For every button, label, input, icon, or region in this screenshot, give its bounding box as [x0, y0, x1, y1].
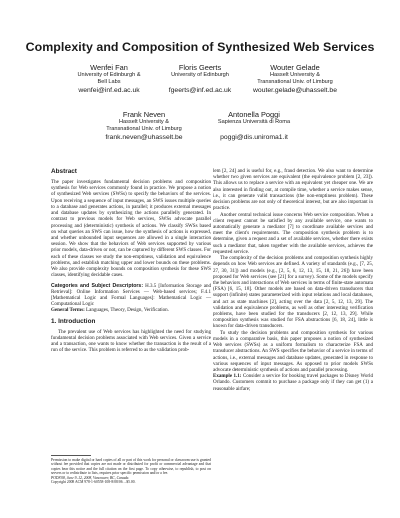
general-terms-paragraph: [51, 307, 211, 313]
permission-text: Permission to make digital or hard copies of all or part of this work for personal or classroom use is granted without fee provided that copies are not made or distributed for profit or commercial advantage and that copies bear this notice and the full citation on the first page. To copy otherwise, to republish, to post on servers or to redistribute to lists, requires prior specific permission and/or a fee.: [51, 458, 211, 476]
right-column: [213, 168, 373, 392]
author-email: wenfei@inf.ed.ac.uk: [78, 87, 140, 95]
example-paragraph: [213, 373, 373, 392]
author-affiliation: Transnational Univ. of Limburg: [106, 125, 182, 132]
author-affiliation: University of Edinburgh &: [77, 72, 141, 78]
author-block-5: [206, 110, 302, 142]
author-affiliation: Hasselt University &: [118, 119, 170, 125]
body-paragraph: Another central technical issue concerns Web service composition. When a client request cannot be satisfied by any available service, one wants to automatically generate a mediator [7] to coordinate available services and meet the client's requirements. The composition synthesis problem is to determine, given a request and a set of available services, whether there exists such a mediator that, taken together with the available services, achieves the requested service.: [213, 211, 373, 255]
author-name: Antonella Poggi: [228, 110, 280, 119]
author-affiliation: University of Edinburgh: [171, 72, 229, 78]
example-text: Consider a service for booking travel packages to Disney World Orlando. Customers commit to purchase a package only if they can get (1) a reasonable airfare;: [213, 373, 373, 392]
categories-text: H.3.5 [Information Storage and Retrieval]: Online Information Services — Web-based services; F.4.1 [Mathematical Logic and Formal Languages]: Mathematical Logic — Computational Logic: [51, 282, 211, 308]
abstract-heading: Abstract: [51, 168, 77, 175]
general-terms-text: Languages, Theory, Design, Verification.: [86, 307, 169, 314]
author-email: poggi@dis.uniroma1.it: [220, 134, 288, 142]
author-block-1: [60, 63, 158, 95]
permission-footnote: [51, 458, 211, 484]
introduction-heading: 1. Introduction: [51, 317, 96, 325]
author-name: Floris Geerts: [178, 63, 222, 72]
author-email: wouter.gelade@uhasselt.be: [253, 87, 337, 95]
left-column: [51, 168, 211, 353]
paper-title: Complexity and Composition of Synthesized Web Services: [25, 40, 375, 54]
author-name: Wouter Gelade: [270, 63, 320, 72]
author-name: Wenfei Fan: [90, 63, 128, 72]
footnote-rule: [51, 455, 91, 456]
introduction-text: The prevalent use of Web services has highlighted the need for studying fundamental decision problems associated with Web services. Given a service and a transaction, one wants to know whether the transaction is the result of a run of the service. This problem is referred to as the validation prob-: [51, 328, 211, 354]
categories-heading: Categories and Subject Descriptors:: [51, 282, 144, 289]
author-affiliation: Sapienza Università di Roma: [217, 119, 291, 125]
author-email: fgeerts@inf.ed.ac.uk: [168, 87, 232, 95]
body-paragraph: lem [2, 24] and is useful for, e.g., fraud detection. We also want to determine whether two given services are equivalent (the equivalence problem [2, 23]). This allows us to replace a service with an equivalent yet cheaper one. We are also interested in finding out, at compile time, whether a service makes sense, i.e., it can generate valid transactions (the non-emptiness problem). These decision problems are not only of theoretical interest, but are also important in practice.: [213, 168, 373, 212]
categories-paragraph: [51, 283, 211, 308]
author-name: Frank Neven: [122, 110, 166, 119]
copyright-text: Copyright 2008 ACM 978-1-60558-108-8/08/06 ...$5.00.: [51, 480, 136, 485]
author-block-3: [244, 63, 346, 95]
body-paragraph: To study the decision problems and composition synthesis for various models in a comparative basis, this paper proposes a notion of synthesized Web services (SWSs) as a uniform formalism to characterize FSA and transducer abstractions. An SWS specifies the behavior of a service in terms of actions, i.e., external messages and database updates, generated in response to various sequences of input messages. As opposed to prior models SWSs advocate deterministic synthesis of actions and parallel processing.: [213, 329, 373, 373]
author-affiliation: Transnational Univ. of Limburg: [257, 78, 333, 85]
author-affiliation: Hasselt University &: [269, 72, 321, 78]
author-block-4: [90, 110, 198, 142]
abstract-text: The paper investigates fundamental decision problems and composition synthesis for Web services commonly found in practice. We propose a notion of synthesized Web services (SWSs) to specify the behaviors of the services. Upon receiving a sequence of input messages, an SWS issues multiple queries to a database and generates actions, in parallel; it produces external messages and database updates by synthesizing the actions parallelly generated. In contrast to previous models for Web services, SWSs advocate parallel processing and (deterministic) synthesis of actions. We classify SWSs based on what queries an SWS can issue, how the synthesis of actions is expressed, and whether unbounded input sequences are allowed in a single interaction session. We show that the behaviors of Web services supported by various prior models, data-driven or not, can be captured by different SWS classes. For each of these classes we study the non-emptiness, validation and equivalence problems, and establish matching upper and lower bounds on these problems. We also provide complexity bounds on composition synthesis for these SWS classes, identifying decidable cases.: [51, 179, 211, 279]
general-terms-heading: General Terms:: [51, 307, 85, 314]
venue-text: PODS'08, June 9–12, 2008, Vancouver, BC, Canada.: [51, 475, 130, 480]
example-heading: Example 1.1:: [213, 373, 242, 380]
body-paragraph: The complexity of the decision problems and composition synthesis highly depends on how Web services are defined. A variety of standards (e.g., [7, 25, 27, 30, 31]) and models (e.g., [2, 5, 6, 12, 13, 15, 18, 21, 26]) have been proposed for Web services (see [21] for a survey). Some of the models specify the behaviors and interactions of Web services in terms of finite-state automata (FSA) [6, 15, 18]. Other models are based on data-driven transducers that support (infinite) states parameterized with input relations and local databases, and act as state machines [2], acting over the data [2, 5, 12, 13, 29]. The validation and equivalence problems, as well as other interesting verification problems, have been studied for the transducers [2, 12, 13, 29]. While composition synthesis was studied for FSA abstractions [6, 18, 24], little is known for data-driven transducers.: [213, 255, 373, 330]
author-email: frank.neven@uhasselt.be: [105, 134, 183, 142]
author-affiliation: Bell Labs: [97, 78, 121, 85]
author-block-2: [158, 63, 242, 95]
